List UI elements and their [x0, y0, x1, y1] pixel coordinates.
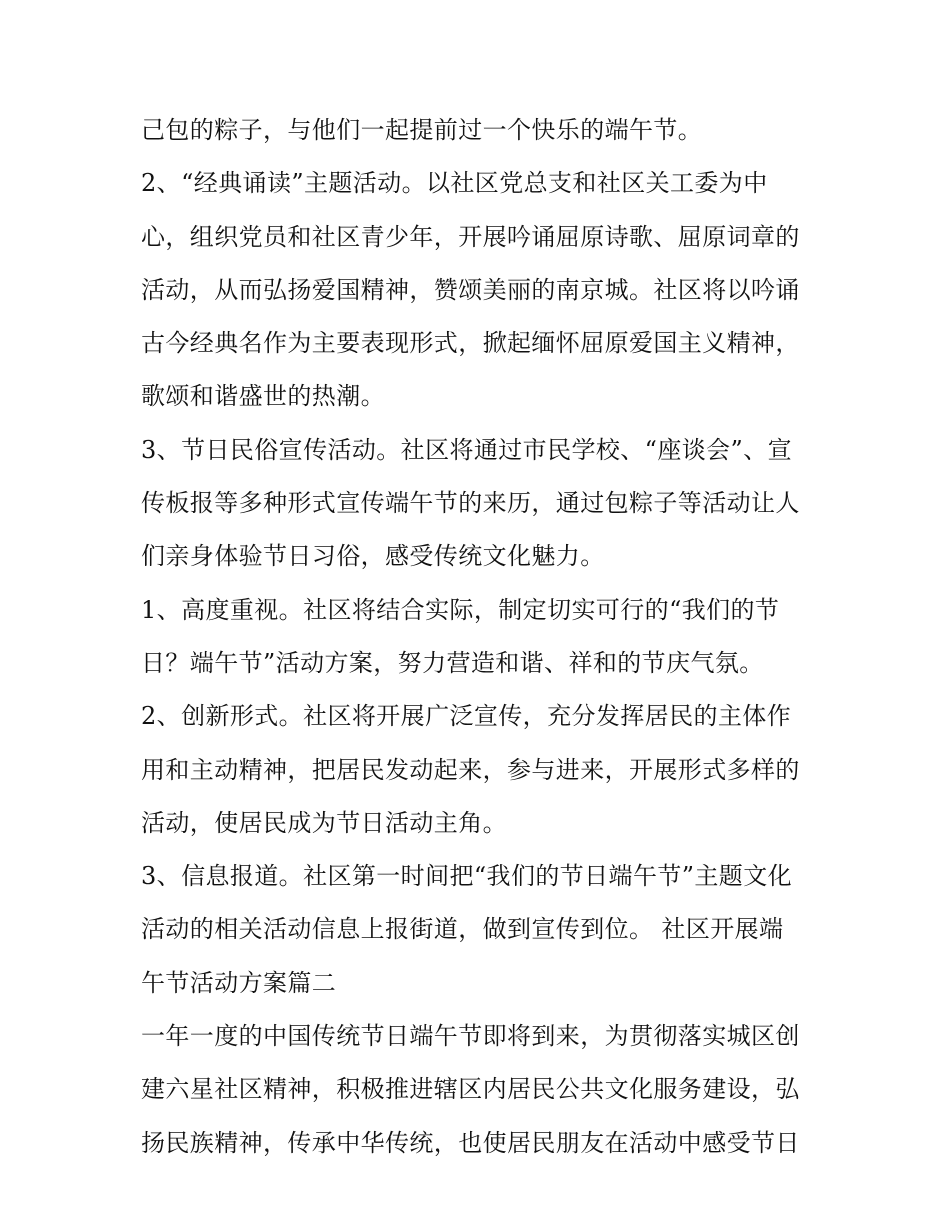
document-body	[141, 104, 821, 1170]
text-line: 日？端午节”活动方案，努力营造和谐、祥和的节庆气氛。	[141, 648, 764, 677]
text-line: 古今经典名作为主要表现形式，掀起缅怀屈原爱国主义精神，	[141, 329, 800, 358]
text-line: 午节活动方案篇二	[141, 968, 337, 997]
text-line: 扬民族精神，传承中华传统，也使居民朋友在活动中感受节日	[141, 1128, 800, 1157]
text-line: 2、创新形式。社区将开展广泛宣传，充分发挥居民的主体作	[141, 702, 792, 731]
text-line: 建六星社区精神，积极推进辖区内居民公共文化服务建设，弘	[141, 1075, 800, 1104]
text-line: 传板报等多种形式宣传端午节的来历，通过包粽子等活动让人	[141, 489, 800, 518]
text-line: 己包的粽子，与他们一起提前过一个快乐的端午节。	[141, 116, 703, 144]
text-line: 心，组织党员和社区青少年，开展吟诵屈原诗歌、屈原词章的	[141, 222, 800, 251]
text-line: 们亲身体验节日习俗，感受传统文化魅力。	[141, 542, 605, 571]
text-line: 歌颂和谐盛世的热潮。	[141, 382, 385, 411]
text-line: 活动，从而弘扬爱国精神，赞颂美丽的南京城。社区将以吟诵	[141, 275, 800, 304]
text-line: 活动的相关活动信息上报街道，做到宣传到位。 社区开展端	[141, 915, 784, 944]
text-line: 3、信息报道。社区第一时间把“我们的节日端午节”主题文化	[141, 862, 793, 891]
text-line: 3、节日民俗宣传活动。社区将通过市民学校、“座谈会”、宣	[141, 435, 793, 464]
text-line: 一年一度的中国传统节日端午节即将到来，为贯彻落实城区创	[141, 1022, 800, 1051]
text-line: 1、高度重视。社区将结合实际，制定切实可行的“我们的节	[141, 595, 780, 624]
text-line: 用和主动精神，把居民发动起来，参与进来，开展形式多样的	[141, 755, 800, 784]
text-line: 活动，使居民成为节日活动主角。	[141, 808, 507, 837]
text-line: 2、“经典诵读”主题活动。以社区党总支和社区关工委为中	[141, 169, 768, 198]
